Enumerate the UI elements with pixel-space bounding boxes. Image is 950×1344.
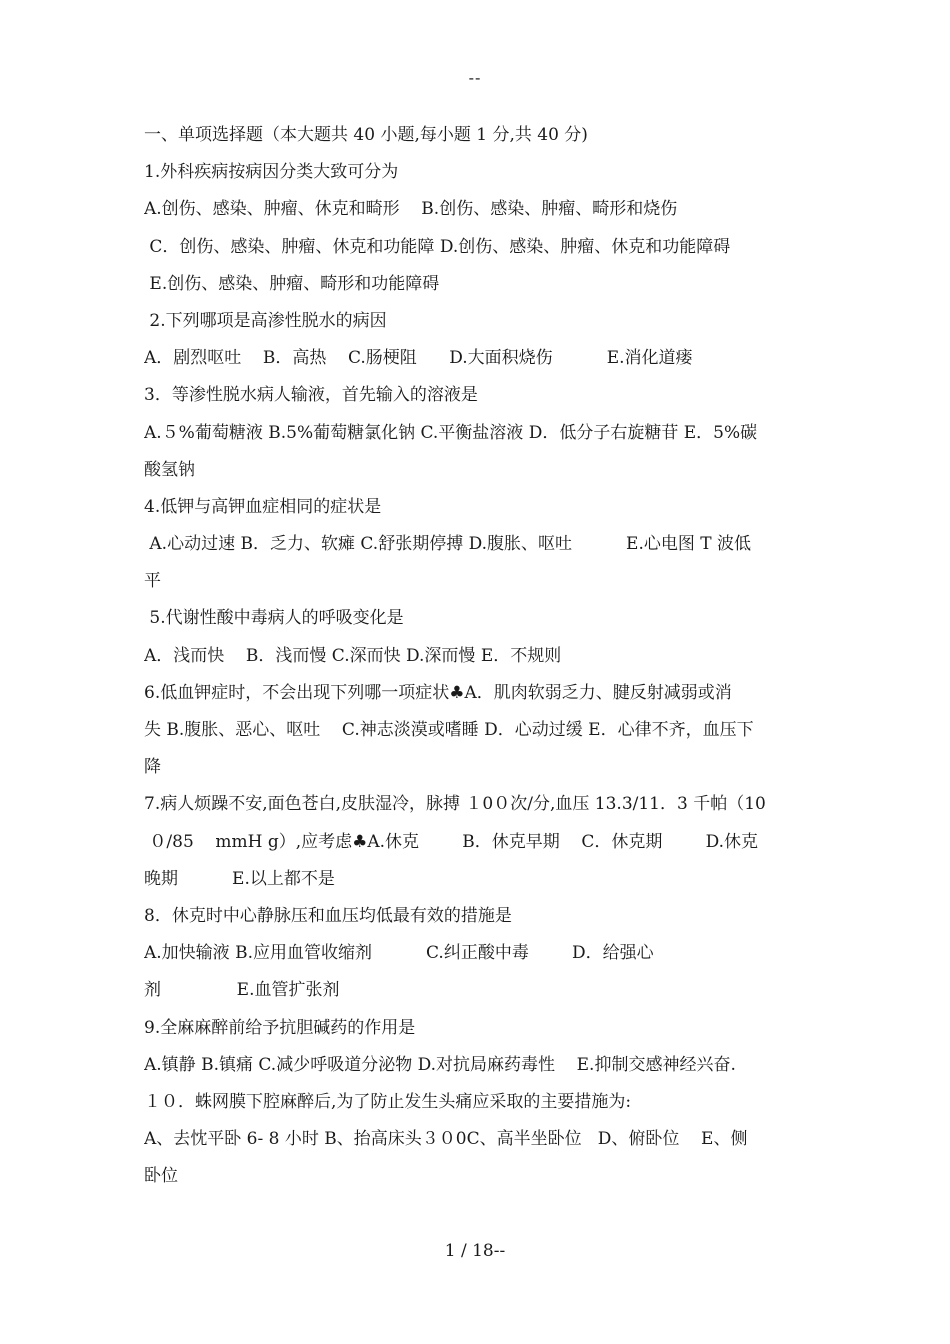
text-line: A.镇静 B.镇痛 C.减少呼吸道分泌物 D.对抗局麻药毒性 E.抑制交感神经兴奋. xyxy=(144,1054,736,1075)
text-line: 2.下列哪项是高渗性脱水的病因 xyxy=(144,310,387,331)
text-line: 晚期 E.以上都不是 xyxy=(144,868,335,889)
text-line: A．浅而快 B．浅而慢 C.深而快 D.深而慢 E．不规则 xyxy=(144,645,562,666)
text-line: ０/85 mmH g）,应考虑♣A.休克 B．休克早期 C．休克期 D.休克 xyxy=(144,831,759,852)
exam-content xyxy=(144,117,806,1195)
text-line: 7.病人烦躁不安,面色苍白,皮肤湿冷，脉搏 １0０次/分,血压 13.3/11．3 千帕（10 xyxy=(144,794,766,815)
text-line: E.创伤、感染、肿瘤、畸形和功能障碍 xyxy=(144,273,440,294)
text-line: 8．休克时中心静脉压和血压均低最有效的措施是 xyxy=(144,905,512,926)
text-line: 剂 E.血管扩张剂 xyxy=(144,980,340,1001)
page-header: -- xyxy=(468,68,482,87)
text-line: C．创伤、感染、肿瘤、休克和功能障 D.创伤、感染、肿瘤、休克和功能障碍 xyxy=(144,236,731,257)
text-line: 酸氢钠 xyxy=(144,459,195,480)
text-line: 失 B.腹胀、恶心、呕吐 C.神志淡漠或嗜睡 D．心动过缓 E．心律不齐，血压下 xyxy=(144,720,754,740)
text-line: 9.全麻麻醉前给予抗胆碱药的作用是 xyxy=(144,1017,416,1038)
text-line: 4.低钾与高钾血症相同的症状是 xyxy=(144,496,382,517)
text-line: A、去忱平卧 6- 8 小时 B、抬高床头３０0C、高半坐卧位 D、俯卧位 E、侧 xyxy=(144,1129,748,1150)
text-line: A.创伤、感染、肿瘤、休克和畸形 B.创伤、感染、肿瘤、畸形和烧伤 xyxy=(144,199,678,220)
text-line: A.心动过速 B．乏力、软瘫 C.舒张期停搏 D.腹胀、呕吐 E.心电图 T 波低 xyxy=(144,534,752,555)
text-line: １０．蛛网膜下腔麻醉后,为了防止发生头痛应采取的主要措施为: xyxy=(144,1091,632,1112)
text-line: 1.外科疾病按病因分类大致可分为 xyxy=(144,162,399,183)
text-line: 6.低血钾症时，不会出现下列哪一项症状♣A．肌肉软弱乏力、腱反射减弱或消 xyxy=(144,682,732,703)
text-line: 平 xyxy=(144,571,161,592)
text-line: 卧位 xyxy=(144,1166,178,1187)
text-line: 降 xyxy=(144,757,161,778)
page-footer: 1 / 18-- xyxy=(444,1241,506,1261)
text-line: A．剧烈呕吐 B．高热 C.肠梗阻 D.大面积烧伤 E.消化道瘘 xyxy=(144,348,693,369)
text-line: 3．等渗性脱水病人输液，首先输入的溶液是 xyxy=(144,385,478,406)
text-line: 5.代谢性酸中毒病人的呼吸变化是 xyxy=(144,608,404,629)
text-line: 一、单项选择题（本大题共 40 小题,每小题 1 分,共 40 分) xyxy=(144,125,588,145)
text-line: A.加快输液 B.应用血管收缩剂 C.纠正酸中毒 D．给强心 xyxy=(144,943,654,964)
text-line: A.５%葡萄糖液 B.5%葡萄糖氯化钠 C.平衡盐溶液 D．低分子右旋糖苷 E．5%碳 xyxy=(144,422,758,443)
